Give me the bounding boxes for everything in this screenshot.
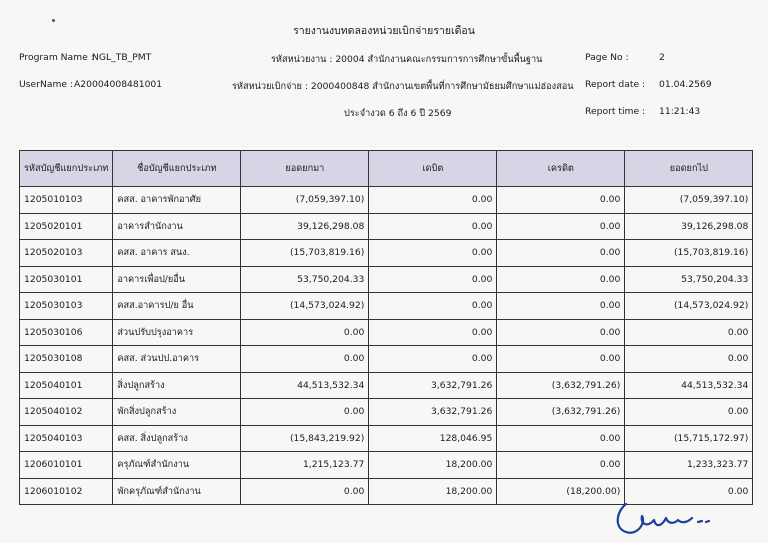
- account-name: อาคารเพื่อป/ยอื่น: [113, 266, 241, 293]
- report-time-value: 11:21:43: [659, 106, 701, 117]
- credit: 0.00: [497, 213, 625, 240]
- debit: 0.00: [369, 266, 497, 293]
- table-row: [20, 399, 753, 426]
- table-row: [20, 425, 753, 452]
- opening-balance: (15,703,819.16): [241, 240, 369, 267]
- account-code: 1205020103: [20, 240, 113, 267]
- opening-balance: 53,750,204.33: [241, 266, 369, 293]
- credit: 0.00: [497, 452, 625, 479]
- table-row: [20, 213, 753, 240]
- opening-balance: 0.00: [241, 478, 369, 505]
- account-name: คสส.อาคารป/ย อื่น: [113, 293, 241, 320]
- closing-balance: 53,750,204.33: [625, 266, 753, 293]
- credit: 0.00: [497, 319, 625, 346]
- debit: 0.00: [369, 293, 497, 320]
- program-name-label: Program Name :: [19, 52, 94, 63]
- account-name: ส่วนปรับปรุงอาคาร: [113, 319, 241, 346]
- header-opening-balance: ยอดยกมา: [241, 151, 369, 187]
- table-row: [20, 346, 753, 373]
- account-code: 1205040103: [20, 425, 113, 452]
- debit: 0.00: [369, 240, 497, 267]
- credit: 0.00: [497, 346, 625, 373]
- account-code: 1205040102: [20, 399, 113, 426]
- account-code: 1205030106: [20, 319, 113, 346]
- account-name: สิ่งปลูกสร้าง: [113, 372, 241, 399]
- account-code: 1205030108: [20, 346, 113, 373]
- header-credit: เครดิต: [497, 151, 625, 187]
- account-name: คสส. อาคารพักอาศัย: [113, 187, 241, 214]
- header-account-code: รหัสบัญชีแยกประเภท: [20, 151, 113, 187]
- table-header: [20, 151, 753, 187]
- opening-balance: (7,059,397.10): [241, 187, 369, 214]
- agency-line: รหัสหน่วยงาน : 20004 สำนักงานคณะกรรมการการศึกษาขั้นพื้นฐาน: [271, 54, 543, 65]
- table-row: [20, 452, 753, 479]
- opening-balance: (14,573,024.92): [241, 293, 369, 320]
- disbursing-unit-line: รหัสหน่วยเบิกจ่าย : 2000400848 สำนักงานเขตพื้นที่การศึกษามัธยมศึกษาแม่ฮ่องสอน: [232, 81, 574, 92]
- debit: 3,632,791.26: [369, 399, 497, 426]
- debit: 3,632,791.26: [369, 372, 497, 399]
- opening-balance: 0.00: [241, 319, 369, 346]
- opening-balance: 0.00: [241, 346, 369, 373]
- opening-balance: (15,843,219.92): [241, 425, 369, 452]
- handwritten-signature: [612, 498, 722, 538]
- account-name: คสส. สิ่งปลูกสร้าง: [113, 425, 241, 452]
- report-time-label: Report time :: [585, 106, 646, 117]
- account-name: อาคารสำนักงาน: [113, 213, 241, 240]
- account-code: 1205010103: [20, 187, 113, 214]
- debit: 18,200.00: [369, 478, 497, 505]
- opening-balance: 44,513,532.34: [241, 372, 369, 399]
- credit: (3,632,791.26): [497, 399, 625, 426]
- account-name: พักครุภัณฑ์สำนักงาน: [113, 478, 241, 505]
- table-row: [20, 240, 753, 267]
- header-debit: เดบิต: [369, 151, 497, 187]
- table-row: [20, 187, 753, 214]
- header-closing-balance: ยอดยกไป: [625, 151, 753, 187]
- report-date-label: Report date :: [585, 79, 646, 90]
- program-name-value: NGL_TB_PMT: [92, 52, 152, 63]
- credit: 0.00: [497, 425, 625, 452]
- closing-balance: 0.00: [625, 399, 753, 426]
- account-code: 1206010101: [20, 452, 113, 479]
- account-name: ครุภัณฑ์สำนักงาน: [113, 452, 241, 479]
- credit: 0.00: [497, 240, 625, 267]
- username-label: UserName :: [19, 79, 74, 90]
- debit: 18,200.00: [369, 452, 497, 479]
- trial-balance-table: [19, 150, 753, 505]
- username-value: A20004008481001: [74, 79, 163, 90]
- account-code: 1206010102: [20, 478, 113, 505]
- page-no-label: Page No :: [585, 52, 629, 63]
- debit: 0.00: [369, 346, 497, 373]
- credit: (3,632,791.26): [497, 372, 625, 399]
- table-row: [20, 372, 753, 399]
- credit: (18,200.00): [497, 478, 625, 505]
- debit: 0.00: [369, 319, 497, 346]
- closing-balance: 1,233,323.77: [625, 452, 753, 479]
- account-code: 1205030101: [20, 266, 113, 293]
- closing-balance: 0.00: [625, 319, 753, 346]
- opening-balance: 39,126,298.08: [241, 213, 369, 240]
- closing-balance: 0.00: [625, 478, 753, 505]
- closing-balance: 44,513,532.34: [625, 372, 753, 399]
- closing-balance: (15,703,819.16): [625, 240, 753, 267]
- header-account-name: ชื่อบัญชีแยกประเภท: [113, 151, 241, 187]
- closing-balance: (14,573,024.92): [625, 293, 753, 320]
- closing-balance: 39,126,298.08: [625, 213, 753, 240]
- opening-balance: 1,215,123.77: [241, 452, 369, 479]
- page-no-value: 2: [659, 52, 665, 63]
- closing-balance: (7,059,397.10): [625, 187, 753, 214]
- credit: 0.00: [497, 293, 625, 320]
- table-row: [20, 293, 753, 320]
- report-title: รายงานงบทดลองหน่วยเบิกจ่ายรายเดือน: [293, 25, 475, 37]
- table-row: [20, 319, 753, 346]
- credit: 0.00: [497, 266, 625, 293]
- closing-balance: 0.00: [625, 346, 753, 373]
- table-row: [20, 266, 753, 293]
- account-code: 1205040101: [20, 372, 113, 399]
- account-name: พักสิ่งปลูกสร้าง: [113, 399, 241, 426]
- account-name: คสส. ส่วนปป.อาคาร: [113, 346, 241, 373]
- account-code: 1205030103: [20, 293, 113, 320]
- closing-balance: (15,715,172.97): [625, 425, 753, 452]
- account-code: 1205020101: [20, 213, 113, 240]
- debit: 0.00: [369, 213, 497, 240]
- credit: 0.00: [497, 187, 625, 214]
- opening-balance: 0.00: [241, 399, 369, 426]
- debit: 0.00: [369, 187, 497, 214]
- account-name: คสส. อาคาร สนง.: [113, 240, 241, 267]
- period-line: ประจำงวด 6 ถึง 6 ปี 2569: [344, 108, 452, 119]
- debit: 128,046.95: [369, 425, 497, 452]
- report-date-value: 01.04.2569: [659, 79, 712, 90]
